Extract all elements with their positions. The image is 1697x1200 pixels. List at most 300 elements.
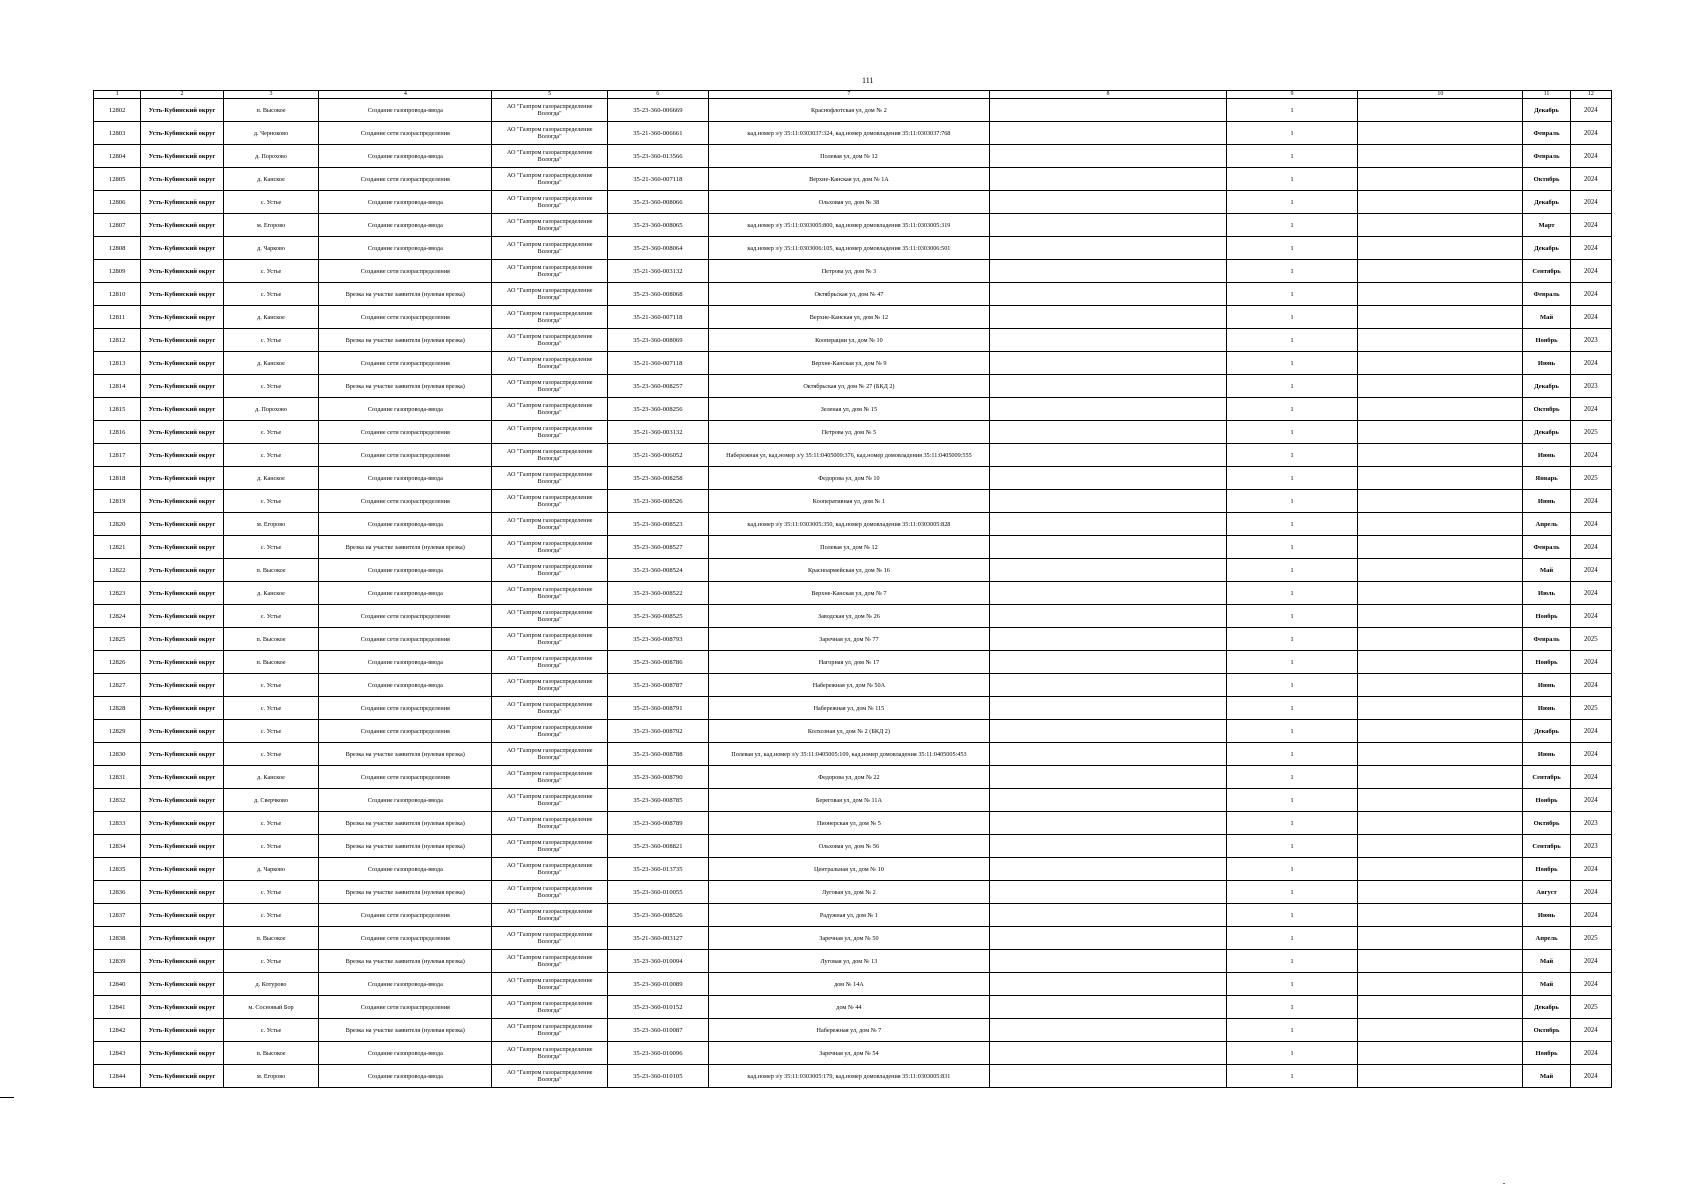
cell-year: 2024 — [1570, 283, 1611, 306]
cell-year: 2025 — [1570, 697, 1611, 720]
column-number-9: 9 — [1226, 91, 1358, 99]
cell-tech-conditions-number: 35-23-360-010152 — [608, 996, 709, 1019]
cell-year: 2025 — [1570, 927, 1611, 950]
table-row — [94, 789, 1612, 812]
cell-organization: АО "Газпром газораспределение Вологда" — [492, 536, 608, 559]
cell-tech-conditions-number: 35-23-360-008257 — [608, 375, 709, 398]
cell-quantity: 1 — [1226, 122, 1358, 145]
cell-work-type: Создание газопровода-ввода — [319, 214, 492, 237]
cell-organization: АО "Газпром газораспределение Вологда" — [492, 996, 608, 1019]
cell-organization: АО "Газпром газораспределение Вологда" — [492, 559, 608, 582]
cell-column-8 — [990, 582, 1226, 605]
cell-settlement: д. Сверчково — [223, 789, 319, 812]
table-row — [94, 191, 1612, 214]
cell-organization: АО "Газпром газораспределение Вологда" — [492, 145, 608, 168]
cell-month: Октябрь — [1523, 168, 1570, 191]
cell-column-8 — [990, 628, 1226, 651]
cell-column-8 — [990, 513, 1226, 536]
cell-row-number: 12818 — [94, 467, 141, 490]
cell-organization: АО "Газпром газораспределение Вологда" — [492, 214, 608, 237]
cell-year: 2024 — [1570, 559, 1611, 582]
cell-organization: АО "Газпром газораспределение Вологда" — [492, 467, 608, 490]
cell-address: Федорова ул, дом № 10 — [708, 467, 990, 490]
cell-settlement: с. Устье — [223, 605, 319, 628]
cell-year: 2024 — [1570, 766, 1611, 789]
cell-address: Набережная ул, дом № 7 — [708, 1019, 990, 1042]
cell-address: Луговая ул, дом № 2 — [708, 881, 990, 904]
column-number-3: 3 — [223, 91, 319, 99]
cell-quantity: 1 — [1226, 628, 1358, 651]
cell-work-type: Создание газопровода-ввода — [319, 467, 492, 490]
cell-column-8 — [990, 973, 1226, 996]
cell-column-10 — [1358, 766, 1523, 789]
cell-column-10 — [1358, 513, 1523, 536]
cell-address: Ольховая ул, дом № 56 — [708, 835, 990, 858]
cell-quantity: 1 — [1226, 145, 1358, 168]
cell-organization: АО "Газпром газораспределение Вологда" — [492, 375, 608, 398]
table-row — [94, 605, 1612, 628]
cell-month: Октябрь — [1523, 1019, 1570, 1042]
table-row — [94, 674, 1612, 697]
cell-month: Февраль — [1523, 145, 1570, 168]
cell-month: Сентябрь — [1523, 766, 1570, 789]
cell-work-type: Создание газопровода-ввода — [319, 674, 492, 697]
cell-quantity: 1 — [1226, 191, 1358, 214]
cell-month: Ноябрь — [1523, 651, 1570, 674]
cell-column-10 — [1358, 168, 1523, 191]
cell-month: Июнь — [1523, 674, 1570, 697]
cell-year: 2024 — [1570, 122, 1611, 145]
table-row — [94, 1042, 1612, 1065]
cell-year: 2024 — [1570, 513, 1611, 536]
cell-month: Февраль — [1523, 122, 1570, 145]
cell-district: Усть-Кубинский округ — [141, 214, 223, 237]
cell-quantity: 1 — [1226, 973, 1358, 996]
cell-settlement: д. Канское — [223, 306, 319, 329]
cell-row-number: 12843 — [94, 1042, 141, 1065]
cell-district: Усть-Кубинский округ — [141, 467, 223, 490]
cell-address: Верхне-Канская ул, дом № 1А — [708, 168, 990, 191]
table-row — [94, 1019, 1612, 1042]
cell-district: Усть-Кубинский округ — [141, 237, 223, 260]
cell-work-type: Создание сети газораспределения — [319, 444, 492, 467]
cell-settlement: с. Устье — [223, 283, 319, 306]
cell-column-10 — [1358, 927, 1523, 950]
cell-quantity: 1 — [1226, 789, 1358, 812]
cell-organization: АО "Газпром газораспределение Вологда" — [492, 950, 608, 973]
cell-work-type: Врезка на участке заявителя (нулевая врезка) — [319, 329, 492, 352]
cell-column-10 — [1358, 122, 1523, 145]
table-row — [94, 881, 1612, 904]
cell-district: Усть-Кубинский округ — [141, 145, 223, 168]
cell-month: Апрель — [1523, 513, 1570, 536]
cell-organization: АО "Газпром газораспределение Вологда" — [492, 99, 608, 122]
cell-column-10 — [1358, 858, 1523, 881]
cell-row-number: 12829 — [94, 720, 141, 743]
cell-district: Усть-Кубинский округ — [141, 858, 223, 881]
cell-work-type: Создание газопровода-ввода — [319, 651, 492, 674]
cell-tech-conditions-number: 35-23-360-013566 — [608, 145, 709, 168]
cell-tech-conditions-number: 35-23-360-008523 — [608, 513, 709, 536]
table-row — [94, 237, 1612, 260]
cell-settlement: п. Высокое — [223, 651, 319, 674]
cell-district: Усть-Кубинский округ — [141, 950, 223, 973]
table-row — [94, 559, 1612, 582]
cell-address: Октябрьская ул, дом № 27 (БКД 2) — [708, 375, 990, 398]
cell-year: 2023 — [1570, 329, 1611, 352]
cell-settlement: м. Егорово — [223, 214, 319, 237]
cell-month: Ноябрь — [1523, 789, 1570, 812]
cell-row-number: 12816 — [94, 421, 141, 444]
cell-month: Ноябрь — [1523, 1042, 1570, 1065]
cell-tech-conditions-number: 35-23-360-010089 — [608, 973, 709, 996]
cell-district: Усть-Кубинский округ — [141, 536, 223, 559]
cell-column-10 — [1358, 697, 1523, 720]
cell-organization: АО "Газпром газораспределение Вологда" — [492, 490, 608, 513]
cell-year: 2024 — [1570, 950, 1611, 973]
table-row — [94, 513, 1612, 536]
column-number-4: 4 — [319, 91, 492, 99]
cell-district: Усть-Кубинский округ — [141, 421, 223, 444]
cell-work-type: Врезка на участке заявителя (нулевая врезка) — [319, 812, 492, 835]
cell-work-type: Создание сети газораспределения — [319, 605, 492, 628]
table-row — [94, 99, 1612, 122]
cell-month: Сентябрь — [1523, 260, 1570, 283]
cell-year: 2024 — [1570, 789, 1611, 812]
cell-year: 2024 — [1570, 99, 1611, 122]
cell-settlement: с. Устье — [223, 904, 319, 927]
cell-settlement: с. Устье — [223, 697, 319, 720]
cell-year: 2024 — [1570, 1065, 1611, 1088]
cell-organization: АО "Газпром газораспределение Вологда" — [492, 260, 608, 283]
table-row — [94, 283, 1612, 306]
column-number-6: 6 — [608, 91, 709, 99]
cell-address: Кооперации ул, дом № 10 — [708, 329, 990, 352]
column-number-7: 7 — [708, 91, 990, 99]
cell-column-8 — [990, 421, 1226, 444]
cell-month: Май — [1523, 559, 1570, 582]
cell-tech-conditions-number: 35-23-360-008522 — [608, 582, 709, 605]
cell-quantity: 1 — [1226, 260, 1358, 283]
table-row — [94, 835, 1612, 858]
cell-settlement: д. Котурово — [223, 973, 319, 996]
cell-settlement: м. Сосновый Бор — [223, 996, 319, 1019]
cell-month: Май — [1523, 306, 1570, 329]
cell-year: 2024 — [1570, 168, 1611, 191]
cell-district: Усть-Кубинский округ — [141, 352, 223, 375]
cell-quantity: 1 — [1226, 398, 1358, 421]
cell-tech-conditions-number: 35-23-360-010055 — [608, 881, 709, 904]
cell-work-type: Создание сети газораспределения — [319, 260, 492, 283]
cell-settlement: с. Устье — [223, 720, 319, 743]
cell-month: Декабрь — [1523, 375, 1570, 398]
cell-settlement: с. Устье — [223, 444, 319, 467]
table-row — [94, 260, 1612, 283]
cell-address: дом № 44 — [708, 996, 990, 1019]
cell-row-number: 12817 — [94, 444, 141, 467]
cell-column-10 — [1358, 375, 1523, 398]
cell-column-8 — [990, 858, 1226, 881]
cell-settlement: п. Высокое — [223, 927, 319, 950]
cell-tech-conditions-number: 35-23-360-008526 — [608, 490, 709, 513]
cell-work-type: Врезка на участке заявителя (нулевая врезка) — [319, 950, 492, 973]
cell-settlement: м. Егорово — [223, 1065, 319, 1088]
cell-row-number: 12821 — [94, 536, 141, 559]
cell-year: 2024 — [1570, 720, 1611, 743]
cell-column-10 — [1358, 651, 1523, 674]
cell-district: Усть-Кубинский округ — [141, 881, 223, 904]
table-row — [94, 697, 1612, 720]
cell-organization: АО "Газпром газораспределение Вологда" — [492, 766, 608, 789]
cell-column-8 — [990, 743, 1226, 766]
cell-month: Июнь — [1523, 697, 1570, 720]
cell-organization: АО "Газпром газораспределение Вологда" — [492, 904, 608, 927]
cell-quantity: 1 — [1226, 352, 1358, 375]
cell-column-10 — [1358, 214, 1523, 237]
cell-month: Июнь — [1523, 904, 1570, 927]
cell-tech-conditions-number: 35-23-360-008785 — [608, 789, 709, 812]
cell-quantity: 1 — [1226, 536, 1358, 559]
cell-work-type: Врезка на участке заявителя (нулевая врезка) — [319, 283, 492, 306]
cell-address: Верхне-Канская ул, дом № 9 — [708, 352, 990, 375]
cell-year: 2024 — [1570, 582, 1611, 605]
cell-row-number: 12820 — [94, 513, 141, 536]
cell-settlement: с. Устье — [223, 881, 319, 904]
cell-month: Февраль — [1523, 283, 1570, 306]
cell-column-10 — [1358, 260, 1523, 283]
cell-quantity: 1 — [1226, 697, 1358, 720]
cell-work-type: Создание сети газораспределения — [319, 996, 492, 1019]
cell-quantity: 1 — [1226, 582, 1358, 605]
cell-quantity: 1 — [1226, 1065, 1358, 1088]
table-row — [94, 743, 1612, 766]
cell-settlement: м. Егорово — [223, 513, 319, 536]
cell-settlement: с. Устье — [223, 743, 319, 766]
cell-row-number: 12835 — [94, 858, 141, 881]
cell-district: Усть-Кубинский округ — [141, 444, 223, 467]
table-row — [94, 145, 1612, 168]
cell-address: Красноармейская ул, дом № 16 — [708, 559, 990, 582]
cell-column-8 — [990, 375, 1226, 398]
cell-year: 2024 — [1570, 973, 1611, 996]
cell-column-10 — [1358, 973, 1523, 996]
cell-column-8 — [990, 950, 1226, 973]
cell-address: Набережная ул, кад.номер з/у 35:11:0405009:376, кад.номер домовладения 35:11:0405009:555 — [708, 444, 990, 467]
cell-month: Декабрь — [1523, 191, 1570, 214]
cell-tech-conditions-number: 35-23-360-008787 — [608, 674, 709, 697]
cell-row-number: 12803 — [94, 122, 141, 145]
cell-district: Усть-Кубинский округ — [141, 1042, 223, 1065]
cell-column-10 — [1358, 812, 1523, 835]
cell-work-type: Создание газопровода-ввода — [319, 145, 492, 168]
cell-quantity: 1 — [1226, 490, 1358, 513]
cell-address: Береговая ул, дом № 11А — [708, 789, 990, 812]
cell-year: 2024 — [1570, 858, 1611, 881]
cell-row-number: 12807 — [94, 214, 141, 237]
cell-column-10 — [1358, 904, 1523, 927]
cell-quantity: 1 — [1226, 421, 1358, 444]
cell-work-type: Создание сети газораспределения — [319, 628, 492, 651]
cell-column-8 — [990, 559, 1226, 582]
table-row — [94, 398, 1612, 421]
cell-column-10 — [1358, 605, 1523, 628]
cell-year: 2024 — [1570, 1019, 1611, 1042]
cell-column-8 — [990, 145, 1226, 168]
cell-column-8 — [990, 260, 1226, 283]
cell-column-8 — [990, 812, 1226, 835]
cell-quantity: 1 — [1226, 168, 1358, 191]
cell-settlement: с. Устье — [223, 812, 319, 835]
cell-settlement: с. Устье — [223, 260, 319, 283]
cell-work-type: Создание сети газораспределения — [319, 720, 492, 743]
cell-year: 2025 — [1570, 628, 1611, 651]
cell-address: кад.номер з/у 35:11:0303037:324, кад.номер домовладения 35:11:0303037:768 — [708, 122, 990, 145]
cell-district: Усть-Кубинский округ — [141, 375, 223, 398]
table-row — [94, 996, 1612, 1019]
table-row — [94, 812, 1612, 835]
cell-column-10 — [1358, 99, 1523, 122]
cell-work-type: Создание сети газораспределения — [319, 490, 492, 513]
cell-work-type: Врезка на участке заявителя (нулевая врезка) — [319, 835, 492, 858]
column-number-row — [94, 91, 1612, 99]
column-number-1: 1 — [94, 91, 141, 99]
cell-year: 2024 — [1570, 306, 1611, 329]
cell-quantity: 1 — [1226, 927, 1358, 950]
cell-district: Усть-Кубинский округ — [141, 697, 223, 720]
cell-district: Усть-Кубинский округ — [141, 283, 223, 306]
cell-district: Усть-Кубинский округ — [141, 1019, 223, 1042]
cell-work-type: Создание газопровода-ввода — [319, 1065, 492, 1088]
column-number-8: 8 — [990, 91, 1226, 99]
cell-address: Краснофлотская ул, дом № 2 — [708, 99, 990, 122]
cell-column-10 — [1358, 283, 1523, 306]
cell-organization: АО "Газпром газораспределение Вологда" — [492, 789, 608, 812]
cell-settlement: с. Устье — [223, 421, 319, 444]
margin-mark — [0, 1097, 14, 1098]
cell-organization: АО "Газпром газораспределение Вологда" — [492, 191, 608, 214]
cell-district: Усть-Кубинский округ — [141, 973, 223, 996]
cell-tech-conditions-number: 35-23-360-008792 — [608, 720, 709, 743]
cell-column-8 — [990, 1065, 1226, 1088]
cell-organization: АО "Газпром газораспределение Вологда" — [492, 352, 608, 375]
cell-address: Полевая ул, кад.номер з/у 35:11:0405005:109, кад.номер домовладения 35:11:0405005:453 — [708, 743, 990, 766]
cell-address: Колхозная ул, дом № 2 (БКД 2) — [708, 720, 990, 743]
cell-row-number: 12830 — [94, 743, 141, 766]
cell-address: Луговая ул, дом № 13 — [708, 950, 990, 973]
cell-tech-conditions-number: 35-23-360-008791 — [608, 697, 709, 720]
cell-year: 2024 — [1570, 398, 1611, 421]
cell-address: Кооперативная ул, дом № 1 — [708, 490, 990, 513]
cell-work-type: Врезка на участке заявителя (нулевая врезка) — [319, 375, 492, 398]
cell-quantity: 1 — [1226, 674, 1358, 697]
cell-row-number: 12812 — [94, 329, 141, 352]
cell-district: Усть-Кубинский округ — [141, 582, 223, 605]
cell-month: Декабрь — [1523, 421, 1570, 444]
cell-column-10 — [1358, 996, 1523, 1019]
cell-organization: АО "Газпром газораспределение Вологда" — [492, 1065, 608, 1088]
cell-column-10 — [1358, 674, 1523, 697]
cell-row-number: 12802 — [94, 99, 141, 122]
cell-row-number: 12832 — [94, 789, 141, 812]
cell-quantity: 1 — [1226, 651, 1358, 674]
table-row — [94, 582, 1612, 605]
cell-quantity: 1 — [1226, 835, 1358, 858]
cell-organization: АО "Газпром газораспределение Вологда" — [492, 398, 608, 421]
column-number-10: 10 — [1358, 91, 1523, 99]
cell-tech-conditions-number: 35-21-360-007118 — [608, 168, 709, 191]
cell-month: Июнь — [1523, 352, 1570, 375]
cell-address: Полевая ул, дом № 12 — [708, 145, 990, 168]
table-row — [94, 927, 1612, 950]
cell-organization: АО "Газпром газораспределение Вологда" — [492, 283, 608, 306]
cell-row-number: 12808 — [94, 237, 141, 260]
table-row — [94, 904, 1612, 927]
cell-column-10 — [1358, 145, 1523, 168]
cell-row-number: 12840 — [94, 973, 141, 996]
cell-column-8 — [990, 490, 1226, 513]
cell-month: Ноябрь — [1523, 858, 1570, 881]
cell-row-number: 12805 — [94, 168, 141, 191]
cell-organization: АО "Газпром газораспределение Вологда" — [492, 858, 608, 881]
cell-quantity: 1 — [1226, 559, 1358, 582]
cell-quantity: 1 — [1226, 513, 1358, 536]
cell-district: Усть-Кубинский округ — [141, 996, 223, 1019]
cell-month: Февраль — [1523, 628, 1570, 651]
cell-quantity: 1 — [1226, 904, 1358, 927]
page-number: 111 — [862, 76, 874, 85]
cell-district: Усть-Кубинский округ — [141, 122, 223, 145]
cell-tech-conditions-number: 35-23-360-010087 — [608, 1019, 709, 1042]
cell-month: Апрель — [1523, 927, 1570, 950]
cell-row-number: 12806 — [94, 191, 141, 214]
cell-settlement: с. Устье — [223, 674, 319, 697]
cell-tech-conditions-number: 35-21-360-006052 — [608, 444, 709, 467]
cell-settlement: с. Устье — [223, 536, 319, 559]
cell-quantity: 1 — [1226, 283, 1358, 306]
cell-quantity: 1 — [1226, 99, 1358, 122]
cell-district: Усть-Кубинский округ — [141, 766, 223, 789]
cell-row-number: 12838 — [94, 927, 141, 950]
cell-row-number: 12828 — [94, 697, 141, 720]
cell-organization: АО "Газпром газораспределение Вологда" — [492, 835, 608, 858]
cell-column-8 — [990, 168, 1226, 191]
cell-settlement: с. Устье — [223, 375, 319, 398]
table-row — [94, 1065, 1612, 1088]
table-row — [94, 214, 1612, 237]
cell-column-8 — [990, 766, 1226, 789]
cell-column-10 — [1358, 421, 1523, 444]
cell-address: Октябрьская ул, дом № 47 — [708, 283, 990, 306]
cell-tech-conditions-number: 35-21-360-006661 — [608, 122, 709, 145]
cell-quantity: 1 — [1226, 996, 1358, 1019]
cell-district: Усть-Кубинский округ — [141, 398, 223, 421]
cell-organization: АО "Газпром газораспределение Вологда" — [492, 329, 608, 352]
cell-address: Петрова ул, дом № 3 — [708, 260, 990, 283]
cell-column-8 — [990, 214, 1226, 237]
cell-row-number: 12822 — [94, 559, 141, 582]
table-row — [94, 421, 1612, 444]
cell-column-8 — [990, 904, 1226, 927]
cell-year: 2024 — [1570, 145, 1611, 168]
cell-column-8 — [990, 122, 1226, 145]
cell-row-number: 12815 — [94, 398, 141, 421]
cell-column-10 — [1358, 835, 1523, 858]
cell-work-type: Создание газопровода-ввода — [319, 582, 492, 605]
cell-work-type: Создание сети газораспределения — [319, 352, 492, 375]
cell-year: 2024 — [1570, 237, 1611, 260]
cell-work-type: Врезка на участке заявителя (нулевая врезка) — [319, 536, 492, 559]
cell-address: Заречная ул, дом № 77 — [708, 628, 990, 651]
